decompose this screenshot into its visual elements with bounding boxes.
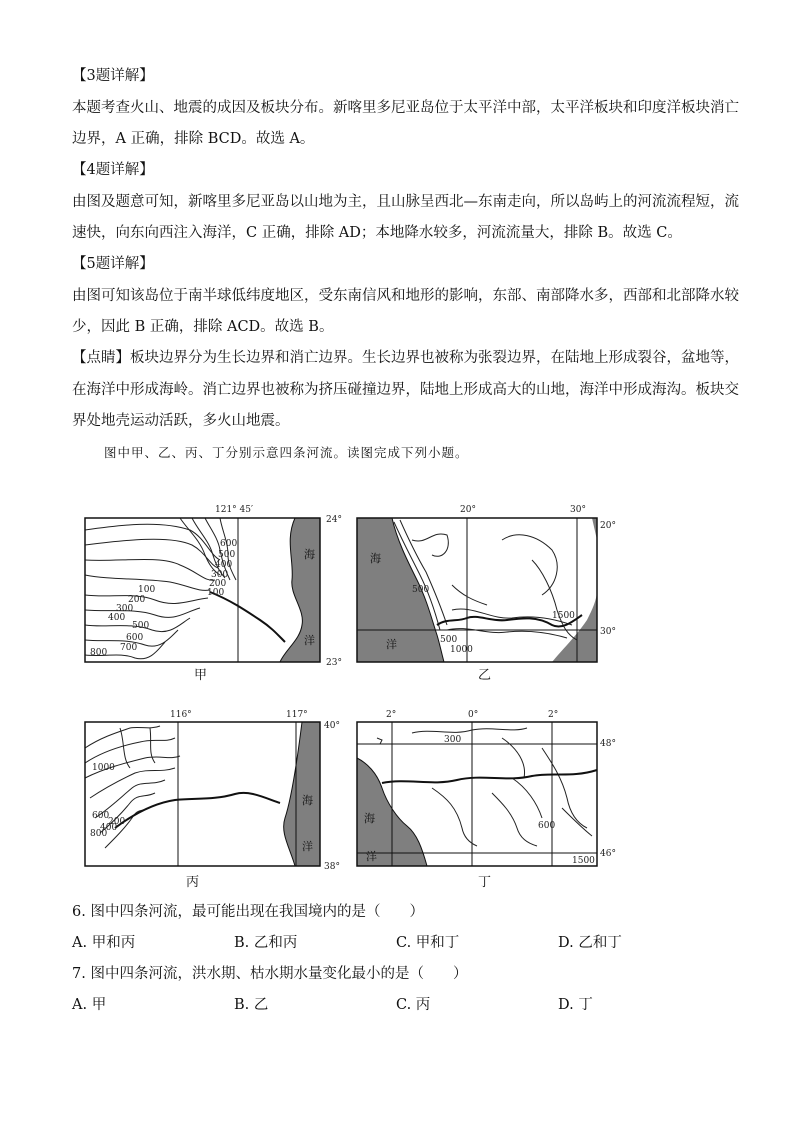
- jia-contour-400a: 400: [215, 560, 233, 570]
- yi-lat-1: 20°: [600, 521, 616, 531]
- jia-contour-200a: 200: [209, 579, 227, 589]
- bing-lat-top: 40°: [324, 721, 340, 731]
- explanation-q3-line1: 本题考查火山、地震的成因及板块分布。新喀里多尼亚岛位于太平洋中部，太平洋板块和印度洋板块消亡: [72, 100, 739, 116]
- tip-label: 【点睛】: [72, 350, 130, 366]
- bing-contour-1000: 1000: [92, 763, 115, 773]
- map-bing: [80, 708, 350, 878]
- question-6-option-c[interactable]: C. 甲和丁: [396, 935, 460, 951]
- yi-contour-500a: 500: [412, 585, 430, 595]
- map-jia-label: 甲: [194, 668, 208, 683]
- jia-contour-300a: 300: [211, 570, 229, 580]
- jia-contour-100a: 100: [207, 588, 225, 598]
- question-7-option-c[interactable]: C. 丙: [396, 997, 431, 1013]
- ding-lon-3: 2°: [548, 710, 559, 720]
- map-ding: [352, 708, 632, 878]
- bing-ocean-label: 洋: [302, 840, 313, 853]
- question-6-option-b[interactable]: B. 乙和丙: [234, 935, 298, 951]
- yi-lon-1: 20°: [460, 505, 476, 515]
- heading-q4: 【4题详解】: [72, 162, 154, 178]
- ding-lon-1: 2°: [386, 710, 397, 720]
- question-7-option-a[interactable]: A. 甲: [72, 997, 107, 1013]
- map-yi: [352, 500, 627, 670]
- question-7-option-b[interactable]: B. 乙: [234, 997, 269, 1013]
- yi-contour-1000: 1000: [450, 645, 473, 655]
- jia-contour-700b: 700: [120, 643, 138, 653]
- jia-contour-200b: 200: [128, 595, 146, 605]
- bing-contour-800: 800: [90, 829, 108, 839]
- bing-contour-200: 200: [108, 817, 126, 827]
- question-6-stem: 6. 图中四条河流，最可能出现在我国境内的是（ ）: [72, 904, 424, 920]
- jia-lat-bottom: 23°: [326, 658, 342, 668]
- bing-lon-1: 116°: [170, 710, 192, 720]
- ding-lat-bottom: 46°: [600, 849, 616, 859]
- tip-line2: 在海洋中形成海岭。消亡边界也被称为挤压碰撞边界，陆地上形成高大的山地，海洋中形成海沟。板块交: [72, 382, 739, 398]
- yi-sea-label: 海: [370, 552, 381, 565]
- tip-line3: 界处地壳运动活跃，多火山地震。: [72, 413, 290, 429]
- jia-sea-label: 海: [304, 548, 315, 561]
- ding-lat-top: 48°: [600, 739, 616, 749]
- explanation-q4-line2: 速快，向东向西注入海洋，C 正确，排除 AD；本地降水较多，河流流量大，排除 B。故选 C。: [72, 225, 682, 241]
- explanation-q5-line2: 少，因此 B 正确，排除 ACD。故选 B。: [72, 319, 334, 335]
- jia-contour-400b: 400: [108, 613, 126, 623]
- jia-contour-100b: 100: [138, 585, 156, 595]
- jia-contour-600a: 600: [220, 539, 238, 549]
- ding-contour-1500: 1500: [572, 856, 595, 866]
- bing-lon-2: 117°: [286, 710, 308, 720]
- jia-ocean-label: 洋: [304, 634, 315, 647]
- jia-contour-300b: 300: [116, 604, 134, 614]
- map-jia: [80, 500, 350, 670]
- explanation-q5-line1: 由图可知该岛位于南半球低纬度地区，受东南信风和地形的影响，东部、南部降水多，西部和北部降水较: [72, 288, 739, 304]
- heading-q5: 【5题详解】: [72, 256, 154, 272]
- ding-lon-2: 0°: [468, 710, 479, 720]
- question-6-option-d[interactable]: D. 乙和丁: [558, 935, 622, 951]
- bing-contour-600: 600: [92, 811, 110, 821]
- explanation-q4-line1: 由图及题意可知，新喀里多尼亚岛以山地为主，且山脉呈西北—东南走向，所以岛屿上的河流流程短，流: [72, 194, 739, 210]
- yi-ocean-label: 洋: [386, 638, 397, 651]
- bing-sea-label: 海: [302, 794, 313, 807]
- question-6-option-a[interactable]: A. 甲和丙: [72, 935, 136, 951]
- bing-contour-400: 400: [100, 823, 118, 833]
- tip-line1: [72, 348, 739, 368]
- jia-contour-600b: 600: [126, 633, 144, 643]
- jia-lat-top: 24°: [326, 515, 342, 525]
- yi-lon-2: 30°: [570, 505, 586, 515]
- explanation-q3-line2: 边界，A 正确，排除 BCD。故选 A。: [72, 131, 315, 147]
- ding-ocean-label: 洋: [366, 850, 377, 863]
- heading-q3: 【3题详解】: [72, 68, 154, 84]
- jia-contour-800b: 800: [90, 648, 108, 658]
- map-yi-label: 乙: [478, 668, 492, 683]
- question-7-stem: 7. 图中四条河流，洪水期、枯水期水量变化最小的是（ ）: [72, 966, 468, 982]
- map-bing-label: 丙: [186, 875, 200, 890]
- bing-lat-bottom: 38°: [324, 862, 340, 872]
- map-ding-label: 丁: [478, 875, 492, 890]
- ding-sea-label: 海: [364, 812, 375, 825]
- question-intro: 图中甲、乙、丙、丁分别示意四条河流。读图完成下列小题。: [104, 445, 469, 460]
- yi-contour-1500: 1500: [552, 611, 575, 621]
- jia-contour-500a: 500: [218, 550, 236, 560]
- tip-text-1: 板块边界分为生长边界和消亡边界。生长边界也被称为张裂边界，在陆地上形成裂谷，盆地等，: [130, 350, 739, 366]
- jia-lon-label: 121° 45′: [215, 505, 254, 515]
- ding-contour-600: 600: [538, 821, 556, 831]
- question-7-option-d[interactable]: D. 丁: [558, 997, 593, 1013]
- yi-lat-2: 30°: [600, 627, 616, 637]
- ding-contour-300: 300: [444, 735, 462, 745]
- yi-contour-500b: 500: [440, 635, 458, 645]
- jia-contour-500b: 500: [132, 621, 150, 631]
